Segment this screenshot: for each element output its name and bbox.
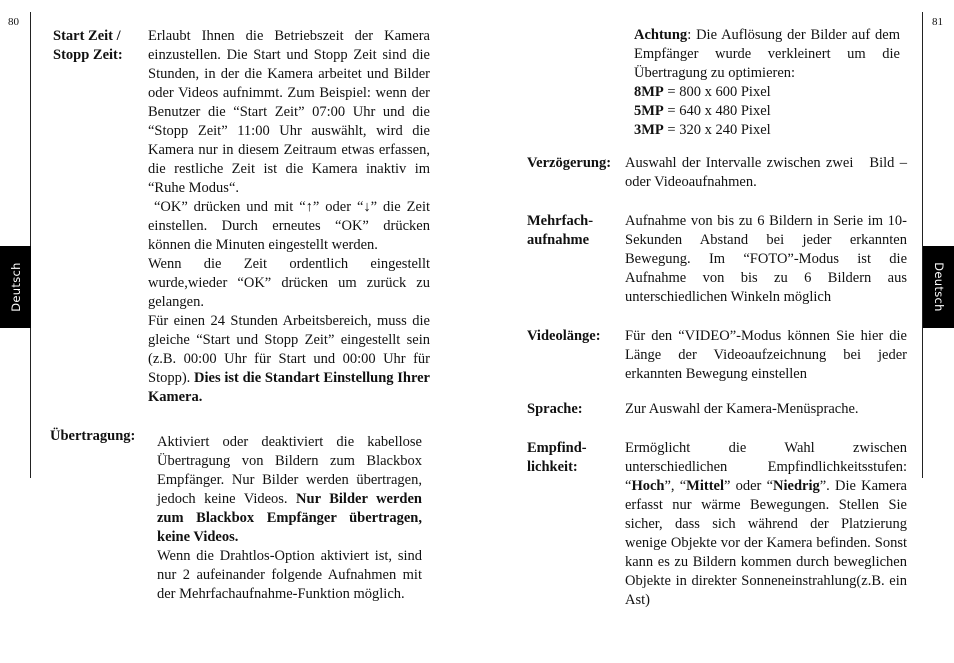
resolution-8mp: 8MP = 800 x 600 Pixel bbox=[634, 84, 771, 100]
page-number-left: 80 bbox=[8, 16, 19, 28]
multi-shot-description: Aufnahme von bis zu 6 Bildern in Serie im 10-Sekunden Abstand bei jeder erkannten Bewegung. Im “FOTO”-Modus ist die Aufnahme von bis zu 6 Bildern aus unterschiedlichen Winkeln möglich bbox=[625, 213, 907, 305]
video-length-label: Videolänge: bbox=[527, 328, 601, 344]
transfer-para-1: Aktiviert oder deaktiviert die kabellose Übertragung von Bildern zum Blackbox Empfänger. Nur Bilder werden übertragen, jedoch keine Videos. Nur Bilder werden zum Blackbox Empfänger übertragen, keine Videos. bbox=[157, 434, 422, 545]
start-stop-para-1: Erlaubt Ihnen die Betriebszeit der Kamera einzustellen. Die Start und Stopp Zeit sind die Stunden, in der die Kamera arbeitet und Bilder oder Videos aufnimmt. Zum Beispiel: wenn der Benutzer die “Start Zeit” 07:00 Uhr und die “Stopp Zeit” 11:00 Uhr auswählt, wird die Kamera nur in diesem Zeitraum etwas erfassen, die restliche Zeit ist die Kamera inaktiv im “Ruhe Modus“. bbox=[148, 28, 430, 196]
start-stop-para-2: “OK” drücken und mit “↑” oder “↓” die Zeit einstellen. Durch erneutes “OK” drücken können die Minuten eingestellt werden. bbox=[148, 199, 434, 253]
sensitivity-description: Ermöglicht die Wahl zwischen unterschiedlichen Empfindlichkeitsstufen: “Hoch”, “Mittel” oder “Niedrig”. Die Kamera erfasst nur wärme Bewegungen. Stellen Sie sicher, dass sich während der Platzierung wenige Objekte vor der Kamera befinden. Sonst kann es zu Bildern kommen durch beweglichen Objekte in direkter Sonneneinstrahlung(z.B. ein Ast) bbox=[625, 440, 907, 608]
start-stop-para-3: Wenn die Zeit ordentlich eingestellt wurde,wieder “OK” drücken um zurück zu gelangen. bbox=[148, 256, 430, 310]
transfer-label: Übertragung: bbox=[50, 428, 136, 444]
resolution-5mp: 5MP = 640 x 480 Pixel bbox=[634, 103, 771, 119]
right-margin-line bbox=[922, 12, 923, 478]
language-label: Sprache: bbox=[527, 401, 583, 417]
language-tab-right bbox=[923, 246, 954, 328]
left-margin-line bbox=[30, 12, 31, 478]
delay-description: Auswahl der Intervalle zwischen zwei Bild – oder Videoaufnahmen. bbox=[625, 155, 911, 190]
transfer-para-2: Wenn die Drahtlos-Option aktiviert ist, sind nur 2 aufeinander folgende Aufnahmen mit der Mehrfachaufnahme-Funktion möglich. bbox=[157, 548, 422, 602]
start-stop-para-4: Für einen 24 Stunden Arbeitsbereich, muss die gleiche “Start und Stopp Zeit” eingestellt sein (z.B. 00:00 Uhr für Start und 00:00 Uhr für Stopp). Dies ist die Standart Einstellung Ihrer Kamera. bbox=[148, 313, 430, 405]
start-stop-description bbox=[148, 27, 434, 407]
start-stop-label: Start Zeit / Stopp Zeit: bbox=[53, 28, 123, 63]
attention-text: Achtung: Die Auflösung der Bilder auf dem Empfänger wurde verkleinert um die Übertragung zu optimieren: bbox=[634, 27, 900, 81]
attention-note bbox=[634, 26, 900, 140]
language-description: Zur Auswahl der Kamera-Menüsprache. bbox=[625, 401, 859, 417]
multi-shot-label: Mehrfach- aufnahme bbox=[527, 213, 594, 248]
page-number-right: 81 bbox=[932, 16, 943, 28]
delay-label: Verzögerung: bbox=[527, 155, 612, 171]
language-tab-left bbox=[0, 246, 31, 328]
video-length-description: Für den “VIDEO”-Modus können Sie hier die Länge der Videoaufzeichnung bei jeder erkannten Bewegung einstellen bbox=[625, 328, 907, 382]
language-tab-left-label: Deutsch bbox=[8, 262, 23, 312]
sensitivity-label: Empfind- lichkeit: bbox=[527, 440, 587, 475]
language-tab-right-label: Deutsch bbox=[931, 262, 946, 312]
resolution-3mp: 3MP = 320 x 240 Pixel bbox=[634, 122, 771, 138]
transfer-description bbox=[157, 433, 422, 604]
